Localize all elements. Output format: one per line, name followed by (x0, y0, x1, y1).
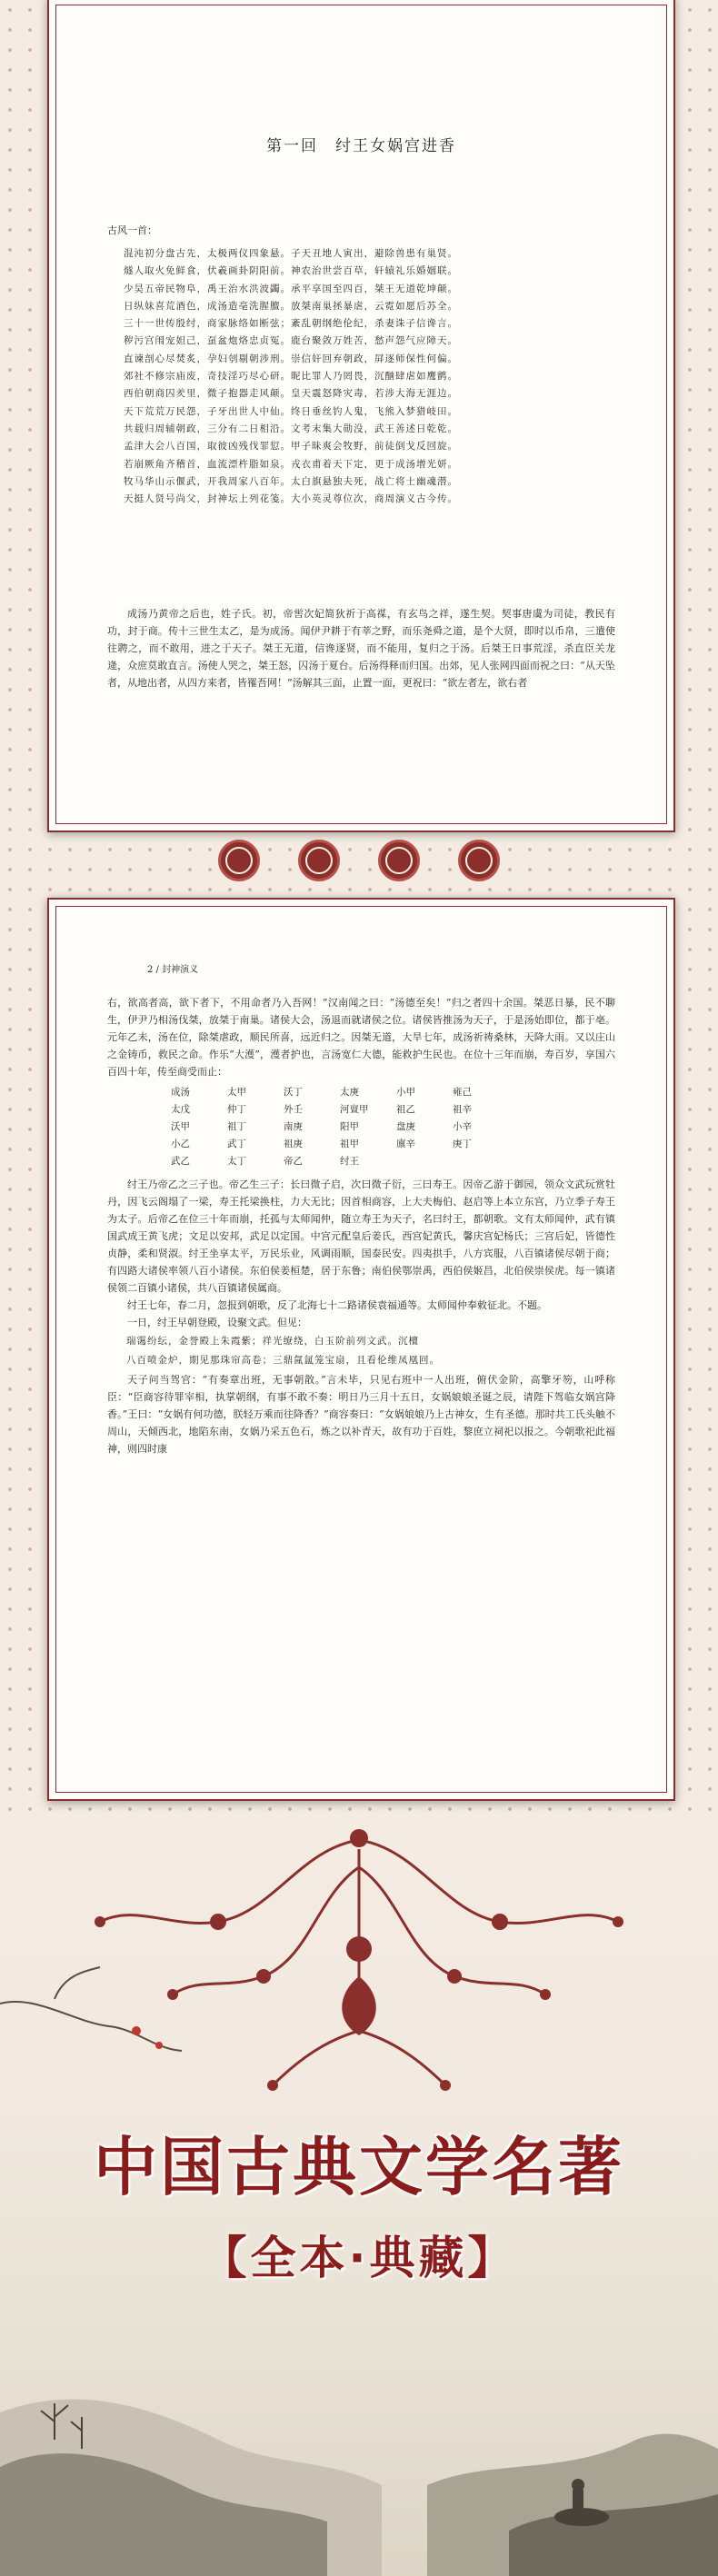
king-name: 武丁 (227, 1139, 246, 1149)
king-name: 纣王 (340, 1156, 359, 1167)
book-page-2 (47, 898, 675, 1801)
king-name: 帝乙 (284, 1156, 303, 1167)
king-name: 祖辛 (453, 1104, 472, 1115)
floral-ornament-icon (0, 1813, 718, 2122)
paragraph: 纣王乃帝乙之三子也。帝乙生三子：长曰微子启，次曰微子衍，三曰寿王。因帝乙游于御园，领众文武玩赏牡丹，因飞云阁塌了一梁，寿王托梁换柱，力大无比；因首相商容，上大夫梅伯、赵启等上本立东宫，乃立季子寿王为太子。后帝乙在位三十年而崩，托孤与太师闻仲，随立寿王为天子，名曰纣王，都朝歌。文有太师闻仲，武有镇国武成王黄飞虎；文足以安邦，武足以定国。中宫元配皇后姜氏，西宫妃黄氏，馨庆宫妃杨氏；三宫后妃，皆德性贞静，柔和贤淑。纣王坐享太平，万民乐业，风调雨顺，国泰民安。四夷拱手，八方宾服，八百镇诸侯尽朝于商；有四路大诸侯率领八百小诸侯。东伯侯姜桓楚，居于东鲁；南伯侯鄂崇禹，西伯侯姬昌，北伯侯崇侯虎。每一镇诸侯领二百镇小诸侯，共八百镇诸侯属商。 (107, 1179, 615, 1294)
king-name: 祖丁 (227, 1121, 246, 1132)
king-name: 外壬 (284, 1104, 303, 1115)
king-name: 太丁 (227, 1156, 246, 1167)
king-name: 盘庚 (396, 1121, 415, 1132)
poem-line: 天挺人贤号尚父，封神坛上列花笺。大小英灵尊位次，商周演义古今传。 (124, 493, 458, 505)
poem-line: 少昊五帝民物阜，禹王治水洪波蠲。承平享国至四百，桀王无道乾坤颠。 (124, 283, 458, 294)
king-name: 祖乙 (396, 1104, 415, 1115)
decorative-medallions (218, 836, 500, 885)
poem-line: 天下荒荒万民怨，子牙出世人中仙。终日垂丝钓人鬼，飞熊入梦猎岐田。 (124, 405, 458, 417)
paragraph: 纣王七年，春二月，忽报到朝歌，反了北海七十二路诸侯袁福通等。太师闻仲奉敕征北。不题。 (127, 1299, 547, 1311)
poem-line: 秽污宫闱宠妲己，虿盆炮烙忠贞冤。鹿台聚敛万姓苦，愁声怨气应障天。 (124, 335, 458, 347)
king-row (171, 1101, 615, 1119)
paragraph: 右，欲高者高，欲下者下，不用命者乃入吾网！”汉南闻之曰：“汤德至矣！”归之者四十余国。桀恶日暴，民不聊生，伊尹乃相汤伐桀，放桀于南巢。诸侯大会，汤退而就诸侯之位。诸侯皆推汤为天子，于是汤始即位，都于亳。元年乙未，汤在位，除桀虐政，顺民所喜，远近归之。因桀无道，大旱七年，成汤祈祷桑林，天降大雨。又以庄山之金铸币，救民之命。作乐“大濩”，濩者护也，言汤宽仁大德，能救护生民也。在位十三年而崩，寿百岁，享国六百四十年，传至商受而止： (107, 997, 615, 1078)
poem-line: 西伯朝商囚羑里，微子抱器走风颠。皇天震怒降灾毒，若涉大海无涯边。 (124, 388, 458, 400)
page1-body (107, 605, 615, 691)
medallion-icon (298, 840, 340, 881)
king-name: 小甲 (396, 1087, 415, 1098)
running-head: 2 / 封神演义 (147, 965, 199, 975)
king-row (171, 1119, 615, 1136)
cover-banner (0, 1813, 718, 2576)
king-name: 廪辛 (396, 1139, 415, 1149)
poem-line: 郊社不修宗庙废，奇技淫巧尽心研。昵比罪人乃罔畏，沉酗肆虐如鹰鹯。 (124, 371, 458, 383)
king-name: 成汤 (171, 1087, 190, 1098)
king-name: 太庚 (340, 1087, 359, 1098)
king-row (171, 1153, 615, 1170)
king-row (171, 1136, 615, 1153)
king-name: 河亶甲 (340, 1104, 369, 1115)
king-name: 小辛 (453, 1121, 472, 1132)
poem-line: 三十一世传殷纣，商家脉络如断弦；紊乱朝纲绝伦纪，杀妻诛子信谗言。 (124, 318, 458, 330)
king-name: 南庚 (284, 1121, 303, 1132)
king-name: 太甲 (227, 1087, 246, 1098)
medallion-icon (458, 840, 500, 881)
paragraph: 成汤乃黄帝之后也，姓子氏。初，帝喾次妃简狄祈于高禖，有玄鸟之祥，遂生契。契事唐虞为司徒，教民有功，封于商。传十三世生太乙，是为成汤。闻伊尹耕于有莘之野，而乐尧舜之道，是个大贤，即时以币帛，三遣使往聘之，而不敢用，进之于天子。桀王无道，信谗逐贤，而不能用，复归之于汤。后桀王日事荒淫，杀直臣关龙逄，众庶莫敢直言。汤使人哭之，桀王怒，囚汤于夏台。后汤得释而归国。出郊，见人张网四面而祝之曰：“从天坠者，从地出者，从四方来者，皆罹吾网！”汤解其三面，止置一面，更祝曰：“欲左者左，欲右者 (107, 608, 615, 689)
king-name: 祖甲 (340, 1139, 359, 1149)
paragraph: 一日，纣王早朝登殿，设聚文武。但见： (127, 1317, 307, 1328)
king-list (171, 1084, 615, 1170)
banner-title: 中国古典文学名著 (94, 2130, 624, 2204)
poem (124, 245, 628, 508)
king-name: 阳甲 (340, 1121, 359, 1132)
paragraph: 天子问当驾官：“有奏章出班，无事朝散。”言未毕，只见右班中一人出班，俯伏金阶，高擎牙笏，山呼称臣：“臣商容待罪宰相，执掌朝纲，有事不敢不奏：明日乃三月十五日，女娲娘娘圣诞之辰，请陛下驾临女娲宫降香。”王曰：“女娲有何功德，朕轻万乘而往降香？”商容奏曰：“女娲娘娘乃上古神女，生有圣德。那时共工氏头触不周山，天倾西北，地陷东南，女娲乃采五色石，炼之以补青天，故有功于百姓，黎庶立祠祀以报之。今朝歌祀此福神，则四时康 (107, 1374, 615, 1455)
poem-line: 孟津大会八百国，取彼凶残伐罪愆。甲子昧爽会牧野，前徒倒戈反回旋。 (124, 441, 458, 453)
page2-body (107, 994, 615, 1457)
poem-line: 若崩厥角齐稽首，血流漂杵脂如泉。戎衣甫着天下定，更于成汤增光妍。 (124, 458, 458, 470)
king-name: 沃丁 (284, 1087, 303, 1098)
king-name: 仲丁 (227, 1104, 246, 1115)
poem-line: 共载归周辅朝政，三分有二日相沿。文考末集大勋没，武王善述日乾乾。 (124, 423, 458, 434)
poem-line: 混沌初分盘古先，太极两仪四象悬。子天丑地人寅出，避除兽患有巢贤。 (124, 248, 458, 259)
king-name: 太戊 (171, 1104, 190, 1115)
banner-subtitle: 【全本·典藏】 (201, 2232, 517, 2284)
poem-line: 燧人取火免鲜食，伏羲画卦阴阳前。神农治世尝百草，轩辕礼乐婚姻联。 (124, 265, 458, 277)
poem-line: 日纵妹喜荒酒色，成汤造亳洗腥膻。放桀南巢拯暴虐，云霓如愿后苏全。 (124, 300, 458, 312)
chapter-title: 第一回 纣王女娲宫进香 (266, 137, 456, 155)
poem-line: 直谏剖心尽焚炙，孕妇刳剔朝涉刑。崇信奸回弃朝政，屏逐师保性何偏。 (124, 353, 458, 364)
poem-intro: 古风一首： (107, 224, 157, 236)
poem-line: 牧马华山示偃武，开我周家八百年。太白旗悬独夫死，战亡将士幽魂潜。 (124, 475, 458, 487)
medallion-icon (378, 840, 420, 881)
king-name: 庚丁 (453, 1139, 472, 1149)
verse-line: 八百喷金炉，期见那珠帘高卷；三鼎氤氲笼宝扇，且看伦维凤凰回。 (126, 1355, 440, 1366)
verse-line: 瑞霭纷纭，金誉殿上朱霞紫；祥光缭绕，白玉阶前列文武。沉檀 (126, 1336, 419, 1347)
king-name: 祖庚 (284, 1139, 303, 1149)
king-name: 小乙 (171, 1139, 190, 1149)
king-name: 雍己 (453, 1087, 472, 1098)
book-page-1 (47, 0, 675, 832)
king-row (171, 1084, 615, 1101)
king-name: 沃甲 (171, 1121, 190, 1132)
king-name: 武乙 (171, 1156, 190, 1167)
medallion-icon (218, 840, 260, 881)
landscape-painting-icon (0, 2303, 718, 2576)
